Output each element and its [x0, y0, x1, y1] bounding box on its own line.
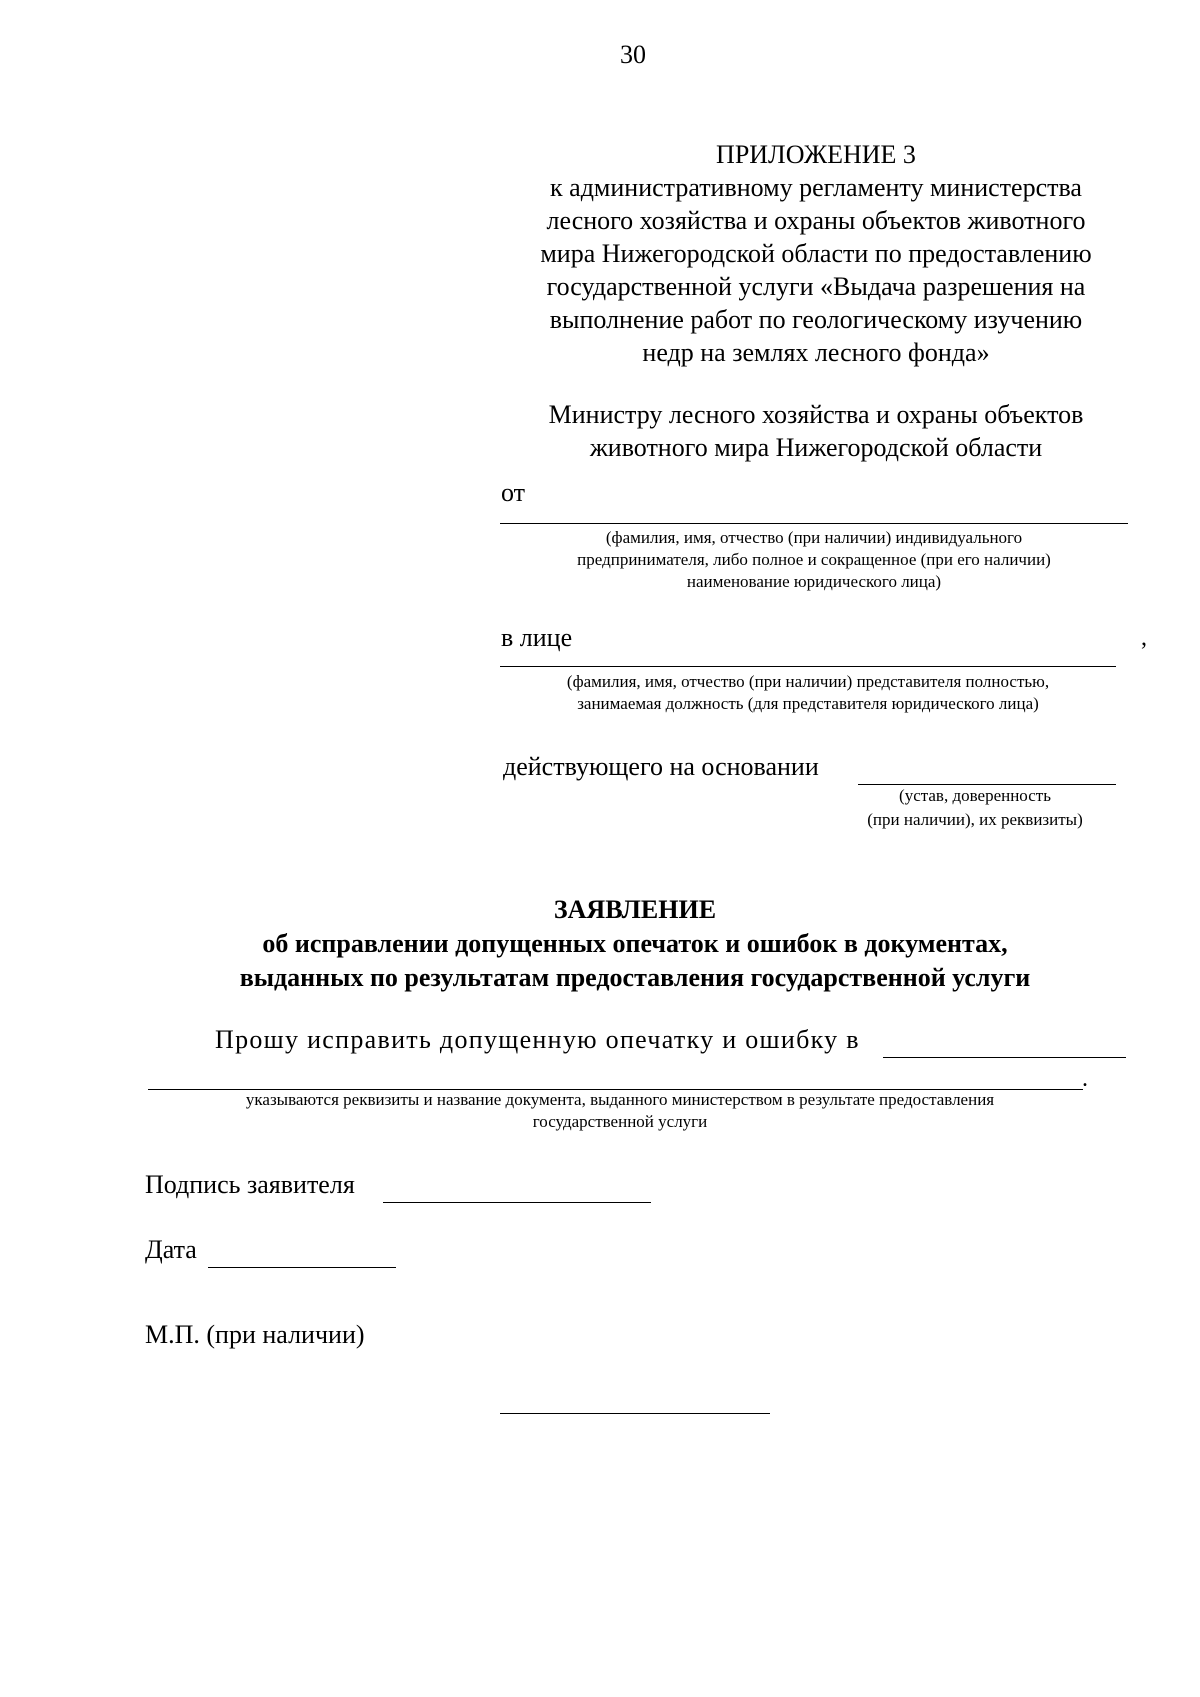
title-subline: об исправлении допущенных опечаток и ошибок в документах, [262, 929, 1008, 958]
appendix-line: мира Нижегородской области по предоставлению [540, 239, 1092, 268]
representative-field-hint [500, 671, 1116, 715]
request-end-mark: . [1082, 1066, 1088, 1092]
hint-line: указываются реквизиты и название документа, выданного министерством в результате предоставления [245, 1090, 995, 1109]
appendix-line: государственной услуги «Выдача разрешения на [546, 272, 1086, 301]
representative-field-line [500, 666, 1116, 667]
from-field-line [500, 523, 1128, 524]
request-field-hint [150, 1089, 1090, 1133]
date-field-line [208, 1267, 396, 1268]
appendix-line: к административному регламенту министерства [550, 173, 1082, 202]
representative-label: в лице [501, 623, 573, 652]
basis-field-hint [820, 784, 1130, 832]
title-main: ЗАЯВЛЕНИЕ [553, 895, 717, 924]
page-number: 30 [620, 40, 646, 69]
addressee-block [492, 398, 1140, 464]
title-subline: выданных по результатам предоставления государственной услуги [239, 963, 1031, 992]
hint-line: (фамилия, имя, отчество (при наличии) представителя полностью, [566, 672, 1050, 691]
addressee-line: Министру лесного хозяйства и охраны объектов [548, 400, 1084, 429]
addressee-line: животного мира Нижегородской области [589, 433, 1043, 462]
appendix-line: выполнение работ по геологическому изучению [549, 305, 1083, 334]
hint-line: наименование юридического лица) [686, 572, 942, 591]
seal-label: М.П. (при наличии) [145, 1320, 365, 1349]
appendix-line: лесного хозяйства и охраны объектов животного [546, 206, 1086, 235]
signature-label: Подпись заявителя [145, 1170, 355, 1199]
signature-field-line [383, 1202, 651, 1203]
hint-line: предпринимателя, либо полное и сокращенное (при его наличии) [577, 550, 1051, 569]
hint-line: государственной услуги [532, 1112, 708, 1131]
hint-line: занимаемая должность (для представителя юридического лица) [577, 694, 1039, 713]
request-field-line-1 [883, 1057, 1126, 1058]
from-label: от [501, 478, 526, 507]
application-title [160, 893, 1110, 995]
appendix-heading: ПРИЛОЖЕНИЕ 3 [716, 140, 916, 169]
date-label: Дата [145, 1235, 197, 1264]
basis-label: действующего на основании [503, 752, 819, 781]
appendix-line: недр на землях лесного фонда» [642, 338, 990, 367]
request-text: Прошу исправить допущенную опечатку и ошибку в [215, 1025, 860, 1054]
representative-trailing-comma: , [1141, 625, 1147, 651]
hint-line: (устав, доверенность [899, 786, 1051, 805]
hint-line: (при наличии), их реквизиты) [867, 810, 1083, 829]
appendix-header [492, 138, 1140, 369]
from-field-hint [500, 527, 1128, 593]
hint-line: (фамилия, имя, отчество (при наличии) индивидуального [605, 528, 1023, 547]
closing-separator-line [500, 1413, 770, 1414]
